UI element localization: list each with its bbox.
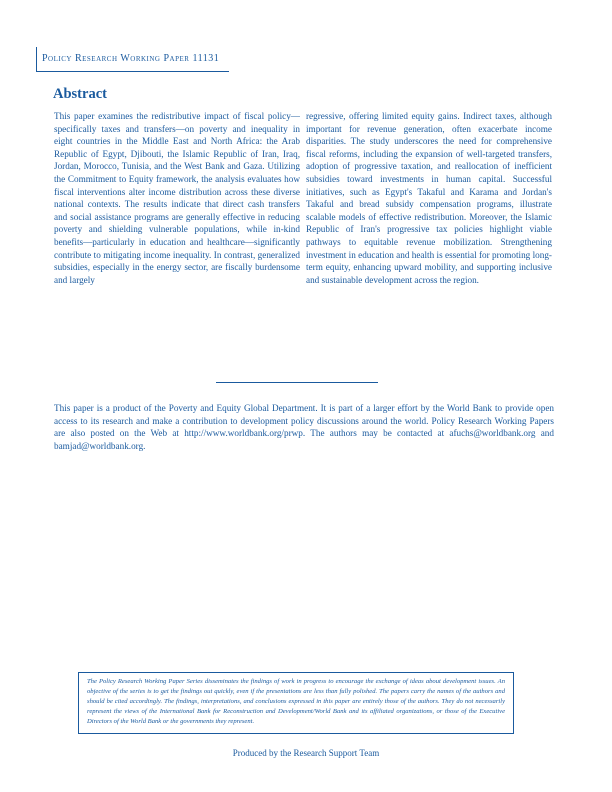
abstract-column-left: This paper examines the redistributive impact of fiscal policy—specifically taxes and transfers—on poverty and inequality in eight countries in the Middle East and North Africa: the Arab Republic of Egypt, Djibouti, the Islamic Republic of Iran, Iraq, Jordan, Morocco, Tunisia, and the West Bank and Gaza. Utilizing the Commitment to Equity framework, the analysis evaluates how fiscal interventions alter income distribution across these diverse national contexts. The results indicate that direct cash transfers and social assistance programs are generally effective in reducing poverty and shielding vulnerable populations, while in-kind benefits—particularly in education and healthcare—significantly contribute to mitigating income inequality. In contrast, generalized subsidies, especially in the energy sector, are fiscally burdensome and largely <box>54 111 300 285</box>
product-note: This paper is a product of the Poverty and Equity Global Department. It is part of a larger effort by the World Bank to provide open access to its research and make a contribution to development policy discussions around the world. Policy Research Working Papers are also posted on the Web at http://www.worldbank.org/prwp. The authors may be contacted at afuchs@worldbank.org and bamjad@worldbank.org. <box>54 403 554 451</box>
disclaimer-box <box>78 672 514 734</box>
disclaimer-text: The Policy Research Working Paper Series disseminates the findings of work in progress to encourage the exchange of ideas about development issues. An objective of the series is to get the findings out quickly, even if the presentations are less than fully polished. The papers carry the names of the authors and should be cited accordingly. The findings, interpretations, and conclusions expressed in this paper are entirely those of the authors. They do not necessarily represent the views of the International Bank for Reconstruction and Development/World Bank and its affiliated organizations, or those of the Executive Directors of the World Bank or the governments they represent. <box>87 678 505 725</box>
produced-by-footer: Produced by the Research Support Team <box>232 748 380 758</box>
section-divider <box>216 382 378 383</box>
series-label: Policy Research Working Paper 11131 <box>42 53 220 64</box>
abstract-column-right: regressive, offering limited equity gains. Indirect taxes, although important for revenue generation, often exacerbate income disparities. The study underscores the need for comprehensive fiscal reforms, including the expansion of well-targeted transfers, adoption of progressive taxation, and reallocation of inefficient subsidies toward investments in human capital. Successful initiatives, such as Egypt's Takaful and Karama and Jordan's Takaful and bread subsidy compensation programs, illustrate scalable models of effective redistribution. Moreover, the Islamic Republic of Iran's progressive tax policies highlight viable pathways to equitable revenue mobilization. Strengthening investment in education and health is essential for promoting long-term equity, enhancing upward mobility, and supporting inclusive and sustainable development across the region. <box>306 111 552 285</box>
abstract-heading: Abstract <box>53 86 107 102</box>
